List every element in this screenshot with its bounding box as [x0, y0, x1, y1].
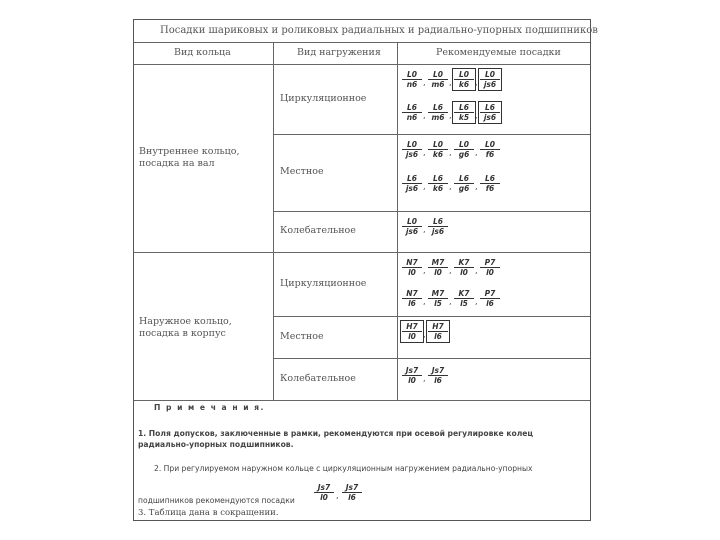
divider [273, 42, 274, 400]
header-fits: Рекомендуемые посадки [436, 47, 561, 58]
comma: , [423, 148, 426, 157]
fit-fraction: $\frac{L0}{k6}$ [428, 140, 448, 159]
fit-fraction: $\frac{P7}{l6}$ [480, 289, 500, 308]
note-1-line-2: радиально-упорных подшипников. [138, 440, 294, 449]
fit-fraction-boxed: $\frac{L6}{k5}$ [454, 103, 474, 122]
outer-osc-label: Колебательное [280, 373, 356, 384]
note-2-line-1: 2. При регулируемом наружном кольце с циркуляционным нагружением радиально-упорных [154, 464, 533, 473]
divider [273, 134, 590, 135]
fit-fraction: $\frac{N7}{l6}$ [402, 289, 422, 308]
comma: , [475, 182, 478, 191]
fit-fraction: $\frac{L6}{n6}$ [402, 103, 422, 122]
fit-fraction: $\frac{L0}{js6}$ [402, 217, 422, 236]
comma: , [449, 266, 452, 275]
fit-fraction-boxed: $\frac{L6}{js6}$ [480, 103, 500, 122]
comma: , [423, 111, 426, 120]
comma: , [423, 266, 426, 275]
table-title: Посадки шариковых и роликовых радиальных и радиально-упорных подшипников [160, 25, 598, 36]
inner-circ-label: Циркуляционное [280, 93, 367, 104]
fit-fraction: $\frac{L0}{n6}$ [402, 70, 422, 89]
fit-fraction: $\frac{Js7}{l6}$ [428, 366, 448, 385]
comma: , [423, 374, 426, 383]
outer-ring-label: Наружное кольцо, посадка в корпус [139, 316, 232, 339]
bearing-fits-table [133, 19, 598, 521]
note-2-line-2: подшипников рекомендуются посадки [138, 496, 295, 505]
divider [134, 42, 590, 43]
fit-fraction-boxed: $\frac{H7}{l0}$ [402, 322, 422, 341]
comma: , [475, 78, 478, 87]
fit-fraction: $\frac{L6}{js6}$ [402, 174, 422, 193]
comma: , [475, 111, 478, 120]
inner-local-label: Местное [280, 166, 324, 177]
fit-fraction: $\frac{K7}{l0}$ [454, 258, 474, 277]
fit-fraction-boxed: $\frac{L0}{js6}$ [480, 70, 500, 89]
divider [134, 400, 590, 401]
comma: , [475, 148, 478, 157]
fit-fraction: $\frac{Js7}{l6}$ [342, 483, 362, 502]
comma: , [449, 148, 452, 157]
comma: , [423, 182, 426, 191]
comma: , [423, 225, 426, 234]
fit-fraction-boxed: $\frac{H7}{l6}$ [428, 322, 448, 341]
comma: , [423, 330, 426, 339]
fit-fraction: $\frac{M7}{l0}$ [428, 258, 448, 277]
inner-osc-label: Колебательное [280, 225, 356, 236]
fit-fraction: $\frac{K7}{l5}$ [454, 289, 474, 308]
divider [134, 64, 590, 65]
fit-fraction: $\frac{L0}{js6}$ [402, 140, 422, 159]
notes-heading: П р и м е ч а н и я. [154, 403, 265, 412]
header-ring-type: Вид кольца [174, 47, 231, 58]
divider [134, 252, 590, 253]
inner-ring-label: Внутреннее кольцо, посадка на вал [139, 146, 240, 169]
fit-fraction: $\frac{L0}{f6}$ [480, 140, 500, 159]
comma: , [475, 266, 478, 275]
fit-fraction: $\frac{L6}{js6}$ [428, 217, 448, 236]
fit-fraction-boxed: $\frac{L0}{k6}$ [454, 70, 474, 89]
comma: , [449, 182, 452, 191]
note-3: 3. Таблица дана в сокращении. [138, 508, 279, 518]
fit-fraction: $\frac{Js7}{l0}$ [402, 366, 422, 385]
divider [273, 211, 590, 212]
fit-fraction: $\frac{P7}{l0}$ [480, 258, 500, 277]
fit-fraction: $\frac{M7}{l5}$ [428, 289, 448, 308]
fit-fraction: $\frac{Js7}{l0}$ [314, 483, 334, 502]
outer-local-label: Местное [280, 331, 324, 342]
comma: , [449, 297, 452, 306]
comma: , [449, 111, 452, 120]
note-1-line-1: 1. Поля допусков, заключенные в рамки, рекомендуются при осевой регулировке колец [138, 429, 534, 438]
divider [397, 42, 398, 400]
comma: , [475, 297, 478, 306]
fit-fraction: $\frac{L0}{m6}$ [428, 70, 448, 89]
fit-fraction: $\frac{L6}{m6}$ [428, 103, 448, 122]
comma: , [423, 297, 426, 306]
outer-circ-label: Циркуляционное [280, 278, 367, 289]
comma: , [449, 78, 452, 87]
fit-fraction: $\frac{L6}{g6}$ [454, 174, 474, 193]
header-load-type: Вид нагружения [297, 47, 381, 58]
fit-fraction: $\frac{L0}{g6}$ [454, 140, 474, 159]
fit-fraction: $\frac{L6}{f6}$ [480, 174, 500, 193]
divider [273, 316, 590, 317]
divider [273, 358, 590, 359]
fit-fraction: $\frac{N7}{l0}$ [402, 258, 422, 277]
comma: , [336, 491, 339, 500]
comma: , [423, 78, 426, 87]
fit-fraction: $\frac{L6}{k6}$ [428, 174, 448, 193]
